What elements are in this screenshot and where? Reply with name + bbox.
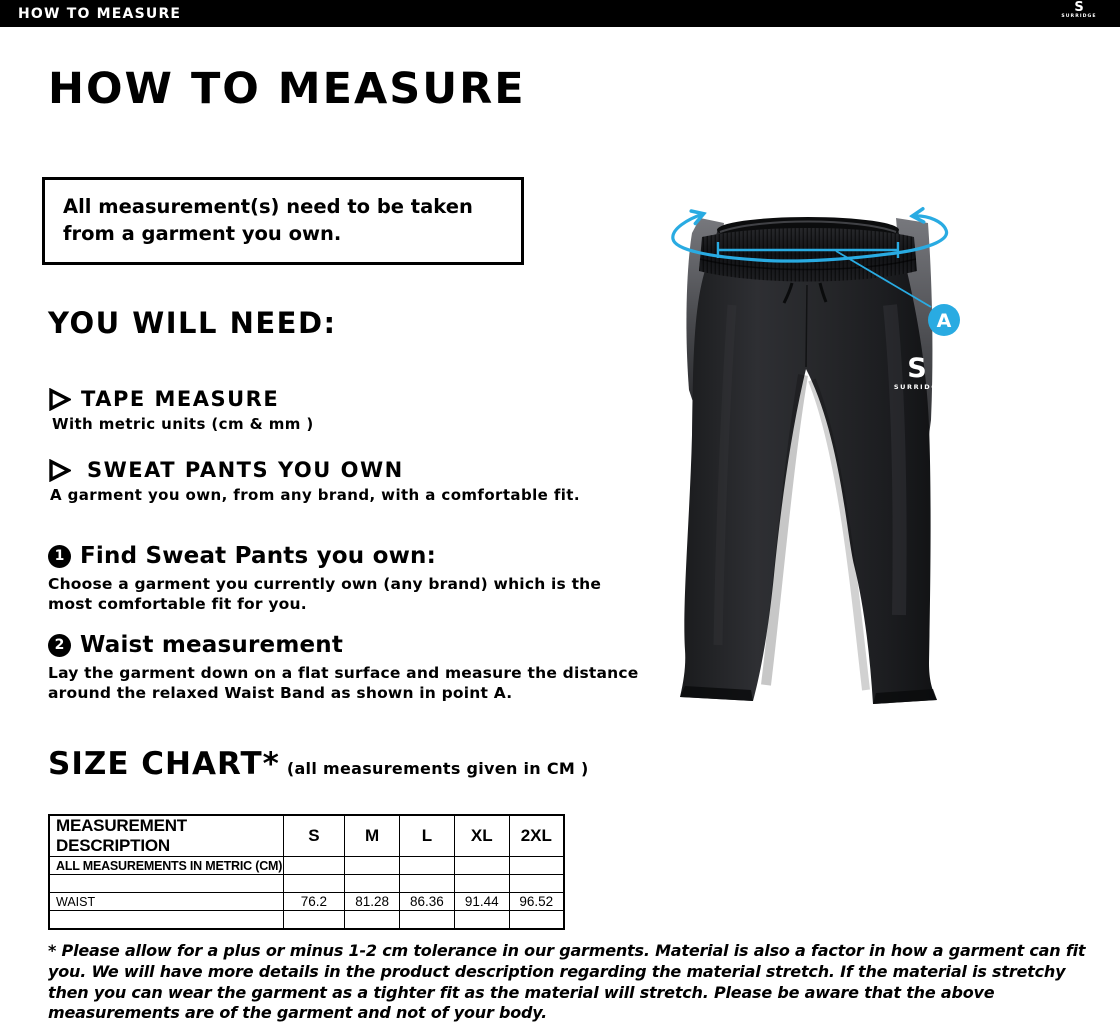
- table-row: [49, 857, 564, 875]
- column-header: S: [283, 815, 345, 857]
- surridge-s-icon: S: [907, 353, 927, 384]
- table-cell: [400, 857, 455, 875]
- size-chart-subtitle: (all measurements given in CM ): [286, 759, 589, 778]
- table-cell: [345, 911, 400, 929]
- step-2-description: Lay the garment down on a flat surface and measure the distance around the relaxed Waist Band as shown in point A.: [48, 664, 639, 703]
- table-row: [49, 875, 564, 893]
- top-bar: [0, 0, 1120, 27]
- table-cell: [400, 875, 455, 893]
- table-cell: [509, 857, 564, 875]
- step-2-header: [48, 632, 343, 658]
- surridge-logo-text: SURRIDGE: [893, 383, 945, 391]
- table-cell: 86.36: [400, 893, 455, 911]
- need-item-description: With metric units (cm & mm ): [52, 415, 314, 433]
- table-cell: [283, 911, 345, 929]
- table-cell: WAIST: [49, 893, 283, 911]
- surridge-logo-text: SURRIDGE: [1061, 14, 1097, 19]
- pants-diagram: [640, 185, 1000, 715]
- table-cell: 91.44: [454, 893, 509, 911]
- step-1-description: Choose a garment you currently own (any brand) which is the most comfortable fit for you.: [48, 575, 602, 614]
- column-header: M: [345, 815, 400, 857]
- size-chart-table: [48, 814, 565, 930]
- table-row: [49, 893, 564, 911]
- surridge-logo: [1052, 1, 1106, 20]
- table-cell: [49, 875, 283, 893]
- table-cell: [454, 875, 509, 893]
- table-cell: [49, 911, 283, 929]
- table-cell: [454, 857, 509, 875]
- surridge-s-icon: S: [1074, 0, 1084, 16]
- step-2-title: Waist measurement: [80, 632, 344, 658]
- step-1-title: Find Sweat Pants you own:: [80, 543, 436, 569]
- need-item-label: TAPE MEASURE: [81, 387, 280, 411]
- table-cell: [509, 911, 564, 929]
- table-cell: [345, 875, 400, 893]
- table-row: [49, 911, 564, 929]
- column-header: L: [400, 815, 455, 857]
- table-cell: 81.28: [345, 893, 400, 911]
- table-cell: 76.2: [283, 893, 345, 911]
- step-2-number-badge: 2: [48, 634, 71, 657]
- measurement-note-box: All measurement(s) need to be taken from a garment you own.: [42, 177, 524, 265]
- table-cell: [454, 911, 509, 929]
- tolerance-footnote: * Please allow for a plus or minus 1-2 cm tolerance in our garments. Material is also a factor in how a garment can fit you. We will have more details in the product description regarding the material stretch. If the material is stretchy then you can wear the garment as a tighter fit as the material will stretch. Please be aware that the above measurements are of the garment and not of your body.: [48, 941, 1086, 1023]
- step-1-number-badge: 1: [48, 545, 71, 568]
- table-cell: [400, 911, 455, 929]
- page-title: HOW TO MEASURE: [48, 64, 526, 114]
- play-triangle-icon: [48, 459, 71, 482]
- table-cell: ALL MEASUREMENTS IN METRIC (CM): [49, 857, 283, 875]
- size-chart-heading: [48, 746, 589, 782]
- column-header: 2XL: [509, 815, 564, 857]
- table-cell: [509, 875, 564, 893]
- point-a-label: A: [936, 310, 952, 332]
- table-cell: [345, 857, 400, 875]
- step-1-header: [48, 543, 436, 569]
- size-chart-title: SIZE CHART*: [48, 746, 280, 782]
- you-will-need-heading: YOU WILL NEED:: [48, 306, 337, 340]
- column-header: MEASUREMENT DESCRIPTION: [49, 815, 283, 857]
- play-triangle-icon: [48, 388, 71, 411]
- column-header: XL: [454, 815, 509, 857]
- table-cell: 96.52: [509, 893, 564, 911]
- table-header-row: [49, 815, 564, 857]
- need-item-label: SWEAT PANTS YOU OWN: [87, 458, 404, 482]
- need-item-tape-measure: [48, 387, 279, 411]
- table-cell: [283, 857, 345, 875]
- sweat-pants-illustration: [640, 185, 1000, 715]
- top-bar-title: HOW TO MEASURE: [18, 5, 182, 22]
- need-item-description: A garment you own, from any brand, with a comfortable fit.: [50, 486, 580, 504]
- table-cell: [283, 875, 345, 893]
- need-item-sweat-pants: [48, 458, 404, 482]
